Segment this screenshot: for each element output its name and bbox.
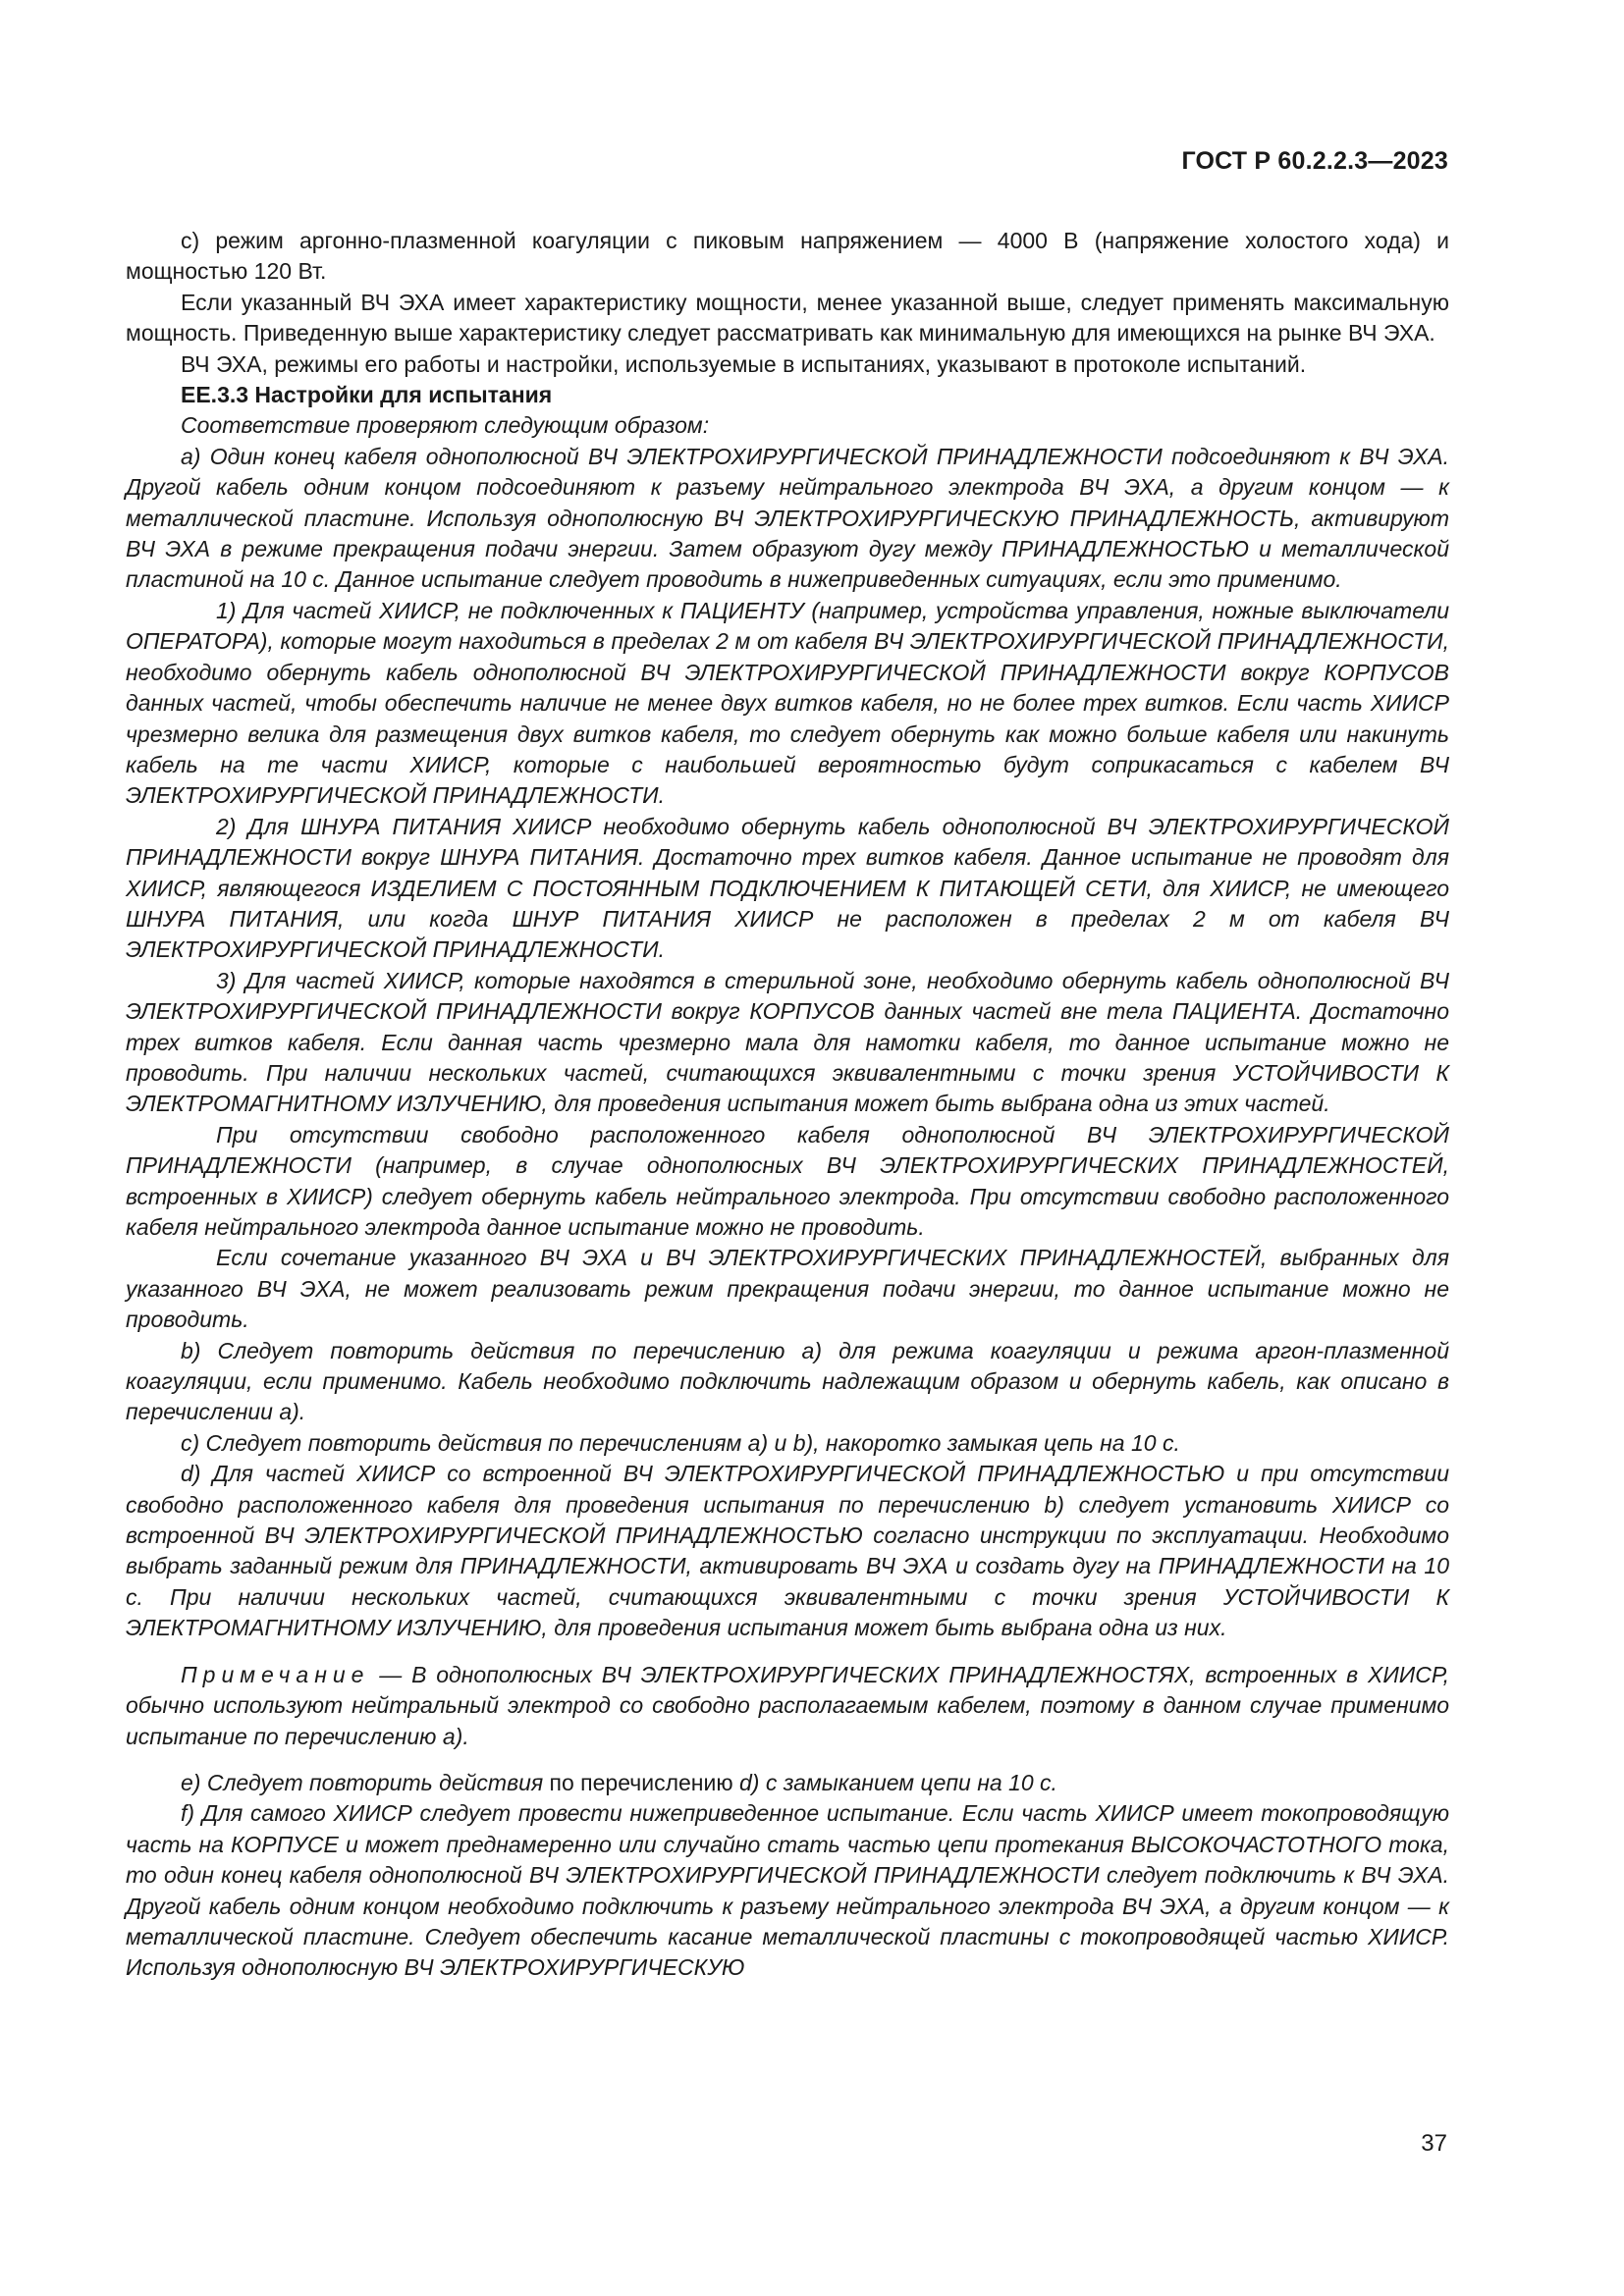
note — [126, 1660, 1449, 1752]
section-heading: ЕЕ.3.3 Настройки для испытания — [181, 382, 553, 408]
paragraph-absent-cable: При отсутствии свободно расположенного кабеля однополюсной ВЧ ЭЛЕКТРОХИРУРГИЧЕСКОЙ ПРИНАДЛЕЖНОСТИ (например, в случае однополюсных ВЧ ЭЛЕКТРОХИРУРГИЧЕСКИХ ПРИНАДЛЕЖНОСТЕЙ, встроенных в ХИИСР) следует обернуть кабель нейтрального электрода. При отсутствии свободно расположенного кабеля нейтрального электрода данное испытание можно не проводить. — [126, 1121, 1449, 1240]
page-number: 37 — [1421, 2130, 1447, 2157]
paragraph-compliance: Соответствие проверяют следующим образом: — [181, 412, 710, 439]
paragraph-item-e — [126, 1768, 1449, 1798]
paragraph-item-a2: 2) Для ШНУРА ПИТАНИЯ ХИИСР необходимо обернуть кабель однополюсной ВЧ ЭЛЕКТРОХИРУРГИЧЕСКОЙ ПРИНАДЛЕЖНОСТИ вокруг ШНУРА ПИТАНИЯ. Достаточно трех витков кабеля. Данное испытание не проводят для ХИИСР, являющегося ИЗДЕЛИЕМ С ПОСТОЯННЫМ ПОДКЛЮЧЕНИЕМ К ПИТАЮЩЕЙ СЕТИ, для ХИИСР, не имеющего ШНУРА ПИТАНИЯ, или когда ШНУР ПИТАНИЯ ХИИСР не расположен в пределах 2 м от кабеля ВЧ ЭЛЕКТРОХИРУРГИЧЕСКОЙ ПРИНАДЛЕЖНОСТИ. — [126, 813, 1449, 963]
paragraph-item-a: a) Один конец кабеля однополюсной ВЧ ЭЛЕКТРОХИРУРГИЧЕСКОЙ ПРИНАДЛЕЖНОСТИ подсоединяют к ВЧ ЭХА. Другой кабель одним концом подсоединяют к разъему нейтрального электрода ВЧ ЭХА, а другим концом — к металлической пластине. Используя однополюсную ВЧ ЭЛЕКТРОХИРУРГИЧЕСКУЮ ПРИНАДЛЕЖНОСТЬ, активируют ВЧ ЭХА в режиме прекращения подачи энергии. Затем образуют дугу между ПРИНАДЛЕЖНОСТЬЮ и металлической пластиной на 10 с. Данное испытание следует проводить в нижеприведенных ситуациях, если это применимо. — [126, 443, 1449, 593]
paragraph-item-a3: 3) Для частей ХИИСР, которые находятся в стерильной зоне, необходимо обернуть кабель однополюсной ВЧ ЭЛЕКТРОХИРУРГИЧЕСКОЙ ПРИНАДЛЕЖНОСТИ вокруг КОРПУСОВ данных частей вне тела ПАЦИЕНТА. Достаточно трех витков кабеля. Если данная часть чрезмерно мала для намотки кабеля, то данное испытание можно не проводить. При наличии нескольких частей, считающихся эквивалентными с точки зрения УСТОЙЧИВОСТИ К ЭЛЕКТРОМАГНИТНОМУ ИЗЛУЧЕНИЮ, для проведения испытания может быть выбрана одна из этих частей. — [126, 967, 1449, 1117]
note-text: — В однополюсных ВЧ ЭЛЕКТРОХИРУРГИЧЕСКИХ ПРИНАДЛЕЖНОСТЯХ, встроенных в ХИИСР, обычно используют нейтральный электрод со свободно располагаемым кабелем, поэтому в данном случае применимо испытание по перечислению a). — [126, 1661, 1449, 1749]
page-body — [126, 226, 1449, 1984]
note-label: Примечание — [181, 1661, 370, 1687]
item-e-start: e) Следует повторить действия — [181, 1769, 550, 1795]
paragraph-item-d: d) Для частей ХИИСР со встроенной ВЧ ЭЛЕКТРОХИРУРГИЧЕСКОЙ ПРИНАДЛЕЖНОСТЬЮ и при отсутствии свободно расположенного кабеля для проведения испытания по перечислению b) следует установить ХИИСР со встроенной ВЧ ЭЛЕКТРОХИРУРГИЧЕСКОЙ ПРИНАДЛЕЖНОСТЬЮ согласно инструкции по эксплуатации. Необходимо выбрать заданный режим для ПРИНАДЛЕЖНОСТИ, активировать ВЧ ЭХА и создать дугу на ПРИНАДЛЕЖНОСТИ на 10 с. При наличии нескольких частей, считающихся эквивалентными с точки зрения УСТОЙЧИВОСТИ К ЭЛЕКТРОМАГНИТНОМУ ИЗЛУЧЕНИЮ, для проведения испытания может быть выбрана одна из них. — [126, 1461, 1449, 1641]
paragraph-item-b: b) Следует повторить действия по перечислению a) для режима коагуляции и режима аргон-плазменной коагуляции, если применимо. Кабель необходимо подключить надлежащим образом и обернуть кабель, как описано в перечислении a). — [126, 1337, 1449, 1425]
paragraph-combination: Если сочетание указанного ВЧ ЭХА и ВЧ ЭЛЕКТРОХИРУРГИЧЕСКИХ ПРИНАДЛЕЖНОСТЕЙ, выбранных для указанного ВЧ ЭХА, не может реализовать режим прекращения подачи энергии, то данное испытание можно не проводить. — [126, 1245, 1449, 1333]
paragraph-c-mode: c) режим аргонно-плазменной коагуляции с пиковым напряжением — 4000 В (напряжение холостого хода) и мощностью 120 Вт. — [126, 228, 1449, 285]
item-e-end: d) с замыканием цепи на 10 с. — [732, 1769, 1057, 1795]
paragraph-power: Если указанный ВЧ ЭХА имеет характеристику мощности, менее указанной выше, следует применять максимальную мощность. Приведенную выше характеристику следует рассматривать как минимальную для имеющихся на рынке ВЧ ЭХА. — [126, 289, 1449, 347]
paragraph-item-f: f) Для самого ХИИСР следует провести нижеприведенное испытание. Если часть ХИИСР имеет токопроводящую часть на КОРПУСЕ и может преднамеренно или случайно стать частью цепи протекания ВЫСОКОЧАСТОТНОГО тока, то один конец кабеля однополюсной ВЧ ЭЛЕКТРОХИРУРГИЧЕСКОЙ ПРИНАДЛЕЖНОСТИ следует подключить к ВЧ ЭХА. Другой кабель одним концом необходимо подключить к разъему нейтрального электрода ВЧ ЭХА, а другим концом — к металлической пластине. Следует обеспечить касание металлической пластины с токопроводящей частью ХИИСР. Используя однополюсную ВЧ ЭЛЕКТРОХИРУРГИЧЕСКУЮ — [126, 1800, 1449, 1981]
paragraph-protocol: ВЧ ЭХА, режимы его работы и настройки, используемые в испытаниях, указывают в протоколе испытаний. — [181, 350, 1307, 377]
paragraph-item-a1: 1) Для частей ХИИСР, не подключенных к ПАЦИЕНТУ (например, устройства управления, ножные выключатели ОПЕРАТОРА), которые могут находиться в пределах 2 м от кабеля ВЧ ЭЛЕКТРОХИРУРГИЧЕСКОЙ ПРИНАДЛЕЖНОСТИ, необходимо обернуть кабель однополюсной ВЧ ЭЛЕКТРОХИРУРГИЧЕСКОЙ ПРИНАДЛЕЖНОСТИ вокруг КОРПУСОВ данных частей, чтобы обеспечить наличие не менее двух витков кабеля, но не более трех витков. Если часть ХИИСР чрезмерно велика для размещения двух витков кабеля, то следует обернуть как можно больше кабеля или накинуть кабель на те части ХИИСР, которые с наибольшей вероятностью будут соприкасаться с кабелем ВЧ ЭЛЕКТРОХИРУРГИЧЕСКОЙ ПРИНАДЛЕЖНОСТИ. — [126, 597, 1449, 809]
paragraph-item-c: c) Следует повторить действия по перечислениям a) и b), накоротко замыкая цепь на 10 с. — [181, 1429, 1180, 1456]
item-e-upright: по перечислению — [549, 1769, 733, 1795]
document-code: ГОСТ Р 60.2.2.3—2023 — [1181, 147, 1448, 175]
